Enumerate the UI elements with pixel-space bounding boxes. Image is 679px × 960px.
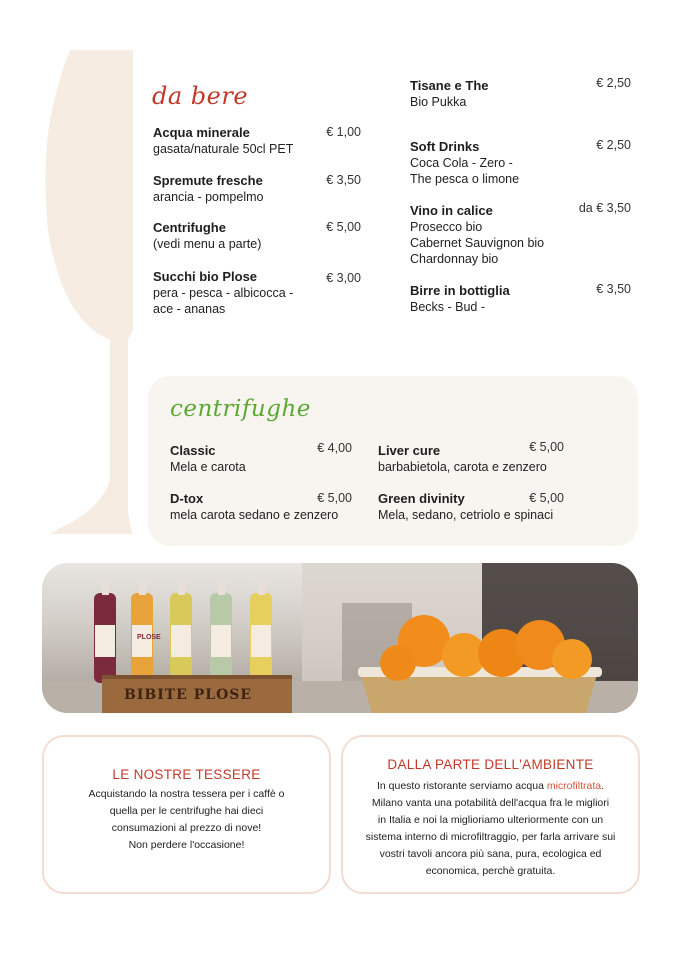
text-segment: In questo ristorante serviamo acqua [376, 780, 547, 792]
text-segment: . [601, 780, 605, 792]
item-price: € 5,00 [529, 491, 564, 505]
item-name: Tisane e The [410, 78, 489, 93]
text-line: sistema interno di microfiltraggio, per farla arrivare sui [365, 831, 616, 843]
centrifuga-green-divinity [378, 491, 608, 523]
item-desc: ace - ananas [153, 302, 226, 316]
item-name: Green divinity [378, 491, 465, 506]
item-price: € 2,50 [596, 138, 631, 152]
text-line: Non perdere l'occasione! [128, 839, 245, 851]
item-name: Spremute fresche [153, 173, 263, 188]
item-name: Birre in bottiglia [410, 283, 510, 298]
item-name: Vino in calice [410, 203, 493, 218]
ambiente-box [341, 735, 640, 894]
tessere-box [42, 735, 331, 894]
bottle-brand-label: PLOSE [137, 634, 161, 641]
text-line: Milano vanta una potabilità dell'acqua fra le migliori [371, 797, 610, 809]
item-name: Succhi bio Plose [153, 269, 258, 284]
item-desc: Mela, sedano, cetriolo e spinaci [378, 508, 554, 522]
ambiente-text [343, 778, 638, 880]
microfiltrata-highlight: microfiltrata [546, 780, 602, 792]
item-price: da € 3,50 [578, 201, 631, 215]
item-desc: Becks - Bud - [410, 300, 486, 314]
menu-item-soft-drinks [410, 139, 620, 187]
item-desc: barbabietola, carota e zenzero [378, 460, 547, 474]
text-line: economica, perchè gratuita. [425, 865, 556, 877]
item-desc: gasata/naturale 50cl PET [153, 142, 294, 156]
text-line: Acquistando la nostra tessera per i caffè o [88, 788, 285, 800]
item-price: € 3,00 [326, 271, 361, 285]
crate-label: BIBITE PLOSE [124, 687, 253, 703]
item-price: € 2,50 [596, 76, 631, 90]
item-desc: Coca Cola - Zero - [410, 156, 513, 170]
ambiente-title: DALLA PARTE DELL'AMBIENTE [387, 757, 594, 772]
item-desc: arancia - pompelmo [153, 190, 264, 204]
item-price: € 3,50 [596, 282, 631, 296]
item-desc: Mela e carota [170, 460, 246, 474]
item-price: € 5,00 [317, 491, 352, 505]
item-price: € 5,00 [529, 440, 564, 454]
item-name: Centrifughe [153, 220, 226, 235]
tessere-text [44, 786, 329, 854]
item-desc: mela carota sedano e zenzero [170, 508, 339, 522]
item-name: Liver cure [378, 443, 441, 458]
text-line [343, 778, 638, 795]
item-price: € 4,00 [317, 441, 352, 455]
drinks-photo [42, 563, 638, 713]
item-price: € 3,50 [326, 173, 361, 187]
tessere-title: LE NOSTRE TESSERE [112, 767, 261, 782]
item-desc: The pesca o limone [410, 172, 520, 186]
item-name: D-tox [170, 491, 204, 506]
da-bere-heading: da bere [152, 82, 249, 110]
item-name: Soft Drinks [410, 139, 480, 154]
text-line: quella per le centrifughe hai dieci [109, 805, 264, 817]
menu-item-birre [410, 283, 620, 315]
item-desc: pera - pesca - albicocca - [153, 286, 294, 300]
menu-item-tisane [410, 78, 620, 110]
item-name: Acqua minerale [153, 125, 250, 140]
text-line: vostri tavoli ancora più sana, pura, ecologica ed [379, 848, 602, 860]
text-line: consumazioni al prezzo di nove! [111, 822, 262, 834]
item-price: € 1,00 [326, 125, 361, 139]
item-desc: (vedi menu a parte) [153, 237, 262, 251]
item-price: € 5,00 [326, 220, 361, 234]
item-desc: Prosecco bio [410, 220, 483, 234]
centrifughe-heading: centrifughe [170, 396, 311, 422]
item-desc: Bio Pukka [410, 95, 467, 109]
item-name: Classic [170, 443, 216, 458]
item-desc: Cabernet Sauvignon bio [410, 236, 545, 250]
item-desc: Chardonnay bio [410, 252, 499, 266]
text-line: in Italia e noi la miglioriamo ulteriormente con un [377, 814, 604, 826]
